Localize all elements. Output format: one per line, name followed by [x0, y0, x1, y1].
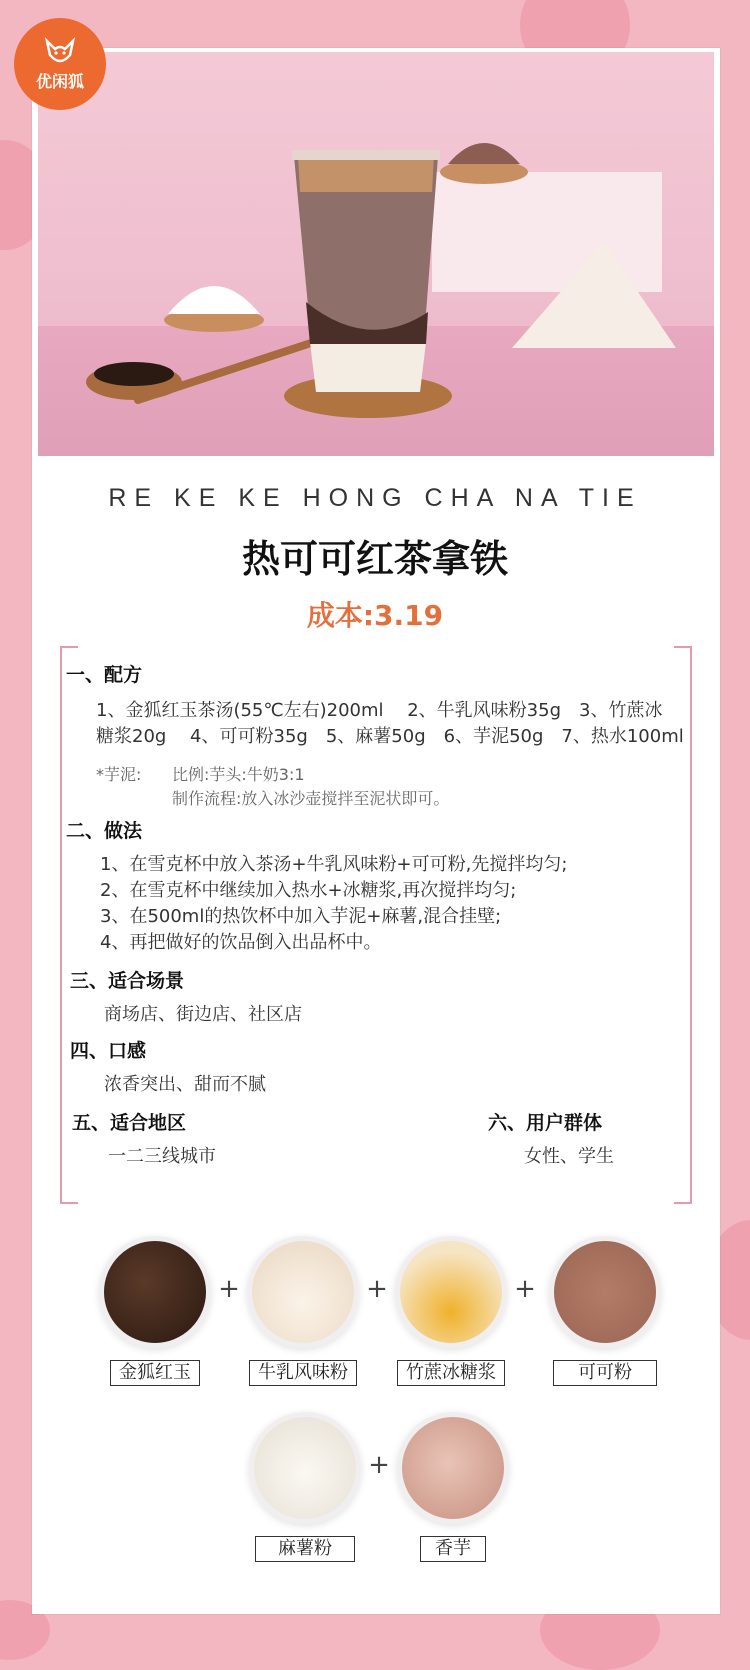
ingredient-item — [96, 1236, 214, 1386]
ingredient-label: 可可粉 — [553, 1360, 657, 1386]
ingredient-photo — [549, 1236, 661, 1348]
method-step: 3、在500ml的热饮杯中加入芋泥+麻薯,混合挂壁; — [100, 906, 502, 927]
recipe-heading: 一、配方 — [66, 664, 143, 686]
fox-icon — [43, 37, 77, 67]
ingredient-label: 金狐红玉 — [110, 1360, 200, 1386]
taro-note-label: *芋泥: — [96, 765, 142, 784]
ingredient-item — [392, 1236, 510, 1386]
scene-heading: 三、适合场景 — [70, 970, 185, 992]
cost-label: 成本:3.19 — [306, 599, 444, 632]
recipe-line: 糖浆20g 4、可可粉35g 5、麻薯50g 6、芋泥50g 7、热水100ml — [96, 726, 684, 747]
ingredients-row-1 — [96, 1236, 670, 1386]
product-pinyin: RE KE KE HONG CHA NA TIE — [108, 484, 642, 512]
hero-image — [35, 52, 714, 456]
method-step: 4、再把做好的饮品倒入出品杯中。 — [100, 932, 382, 953]
ingredient-photo — [247, 1236, 359, 1348]
ingredient-photo — [397, 1412, 509, 1524]
region-heading: 五、适合地区 — [72, 1112, 187, 1134]
region-text: 一二三线城市 — [108, 1146, 216, 1167]
ingredient-item — [244, 1236, 362, 1386]
taro-note-process: 制作流程:放入冰沙壶搅拌至泥状即可。 — [172, 789, 450, 808]
taro-note-ratio: 比例:芋头:牛奶3:1 — [172, 765, 305, 784]
drink-photo-illustration — [35, 52, 714, 456]
ingredient-photo — [249, 1412, 361, 1524]
ingredient-photo — [395, 1236, 507, 1348]
ingredient-label: 牛乳风味粉 — [249, 1360, 357, 1386]
users-heading: 六、用户群体 — [488, 1112, 603, 1134]
recipe-line: 1、金狐红玉茶汤(55℃左右)200ml 2、牛乳风味粉35g 3、竹蔗冰 — [96, 700, 663, 721]
ingredient-label: 香芋 — [420, 1536, 486, 1562]
plus-sign: + — [368, 1450, 390, 1480]
brand-logo — [14, 18, 106, 110]
brand-name: 优闲狐 — [35, 71, 84, 91]
ingredient-label: 麻薯粉 — [255, 1536, 355, 1562]
taste-heading: 四、口感 — [70, 1040, 147, 1062]
ingredient-item — [540, 1236, 670, 1386]
plus-sign: + — [514, 1274, 536, 1304]
method-step: 2、在雪克杯中继续加入热水+冰糖浆,再次搅拌均匀; — [100, 880, 517, 901]
scene-text: 商场店、街边店、社区店 — [104, 1004, 302, 1025]
product-title: 热可可红茶拿铁 — [236, 528, 514, 583]
taste-text: 浓香突出、甜而不腻 — [104, 1074, 266, 1095]
method-heading: 二、做法 — [66, 820, 143, 842]
ingredients-row-2 — [246, 1412, 512, 1562]
plus-sign: + — [218, 1274, 240, 1304]
ingredient-item — [246, 1412, 364, 1562]
plus-sign: + — [366, 1274, 388, 1304]
ingredient-item — [394, 1412, 512, 1562]
users-text: 女性、学生 — [524, 1146, 614, 1167]
ingredient-label: 竹蔗冰糖浆 — [397, 1360, 505, 1386]
method-step: 1、在雪克杯中放入茶汤+牛乳风味粉+可可粉,先搅拌均匀; — [100, 854, 568, 875]
ingredient-photo — [99, 1236, 211, 1348]
